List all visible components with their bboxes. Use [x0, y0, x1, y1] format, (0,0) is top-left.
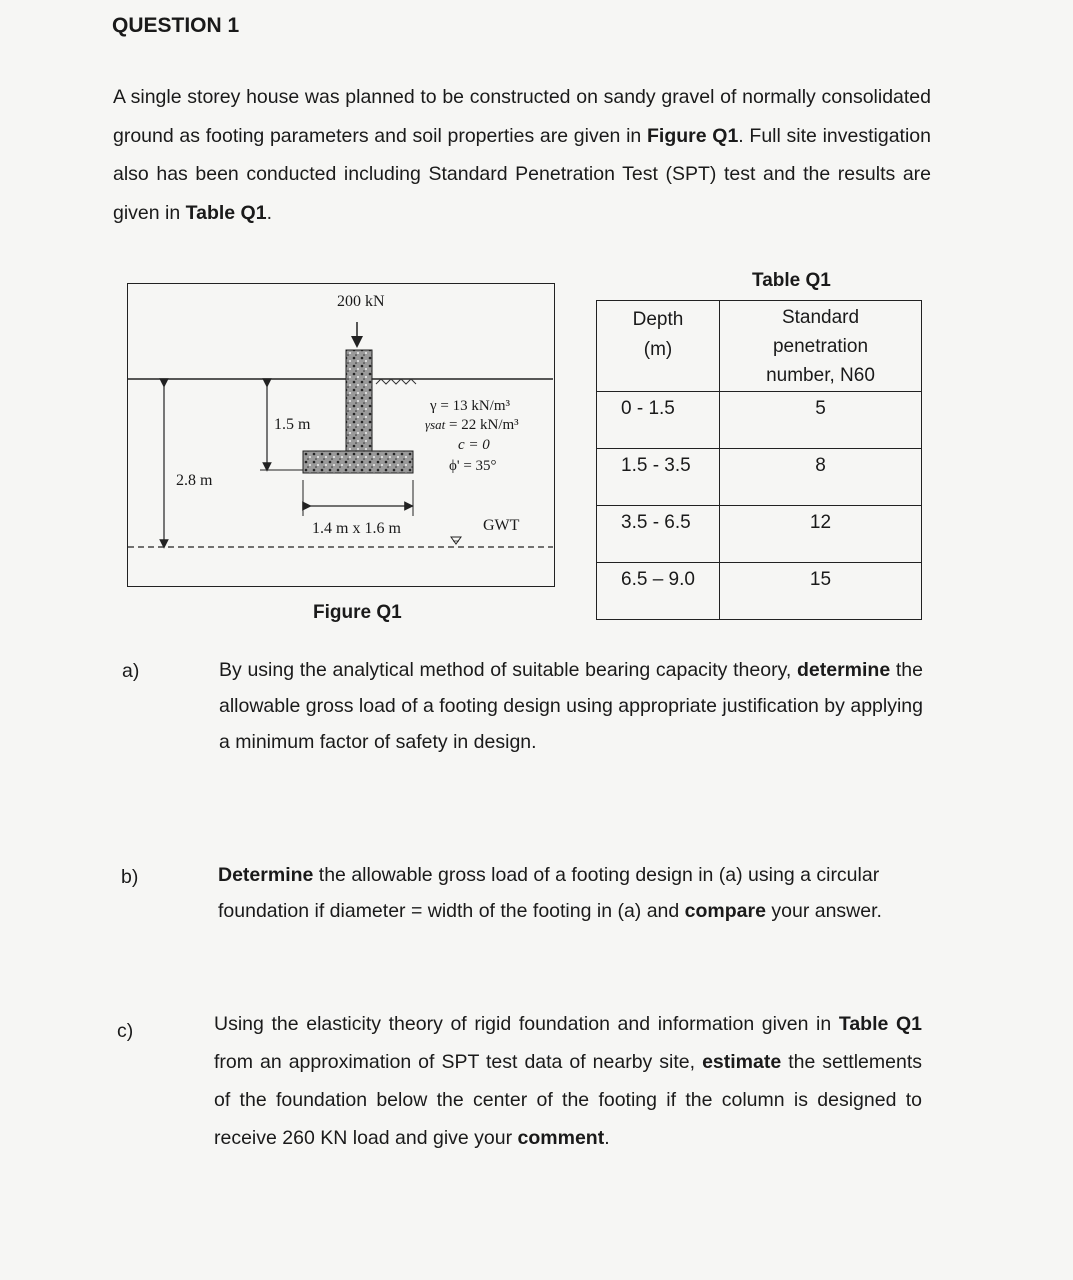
footing-size-label: 1.4 m x 1.6 m — [312, 520, 401, 537]
part-a-text — [219, 652, 923, 760]
part-a-bold-1: determine — [796, 659, 891, 681]
header-depth-line2: (m) — [643, 339, 673, 360]
intro-text-1: A single storey house was planned to be constructed on sandy gravel of normally consolidated ground as footing parameters and soil properties are given in — [113, 86, 931, 147]
table-header-row — [597, 301, 922, 392]
part-b-text-2: your answer. — [765, 900, 882, 922]
gwt-label: GWT — [483, 517, 520, 534]
part-c-text-2: from an approximation of SPT test data of nearby site, — [214, 1051, 703, 1073]
header-n-line2: penetration — [772, 336, 869, 357]
figure-q1 — [127, 283, 555, 587]
figure-caption: Figure Q1 — [313, 602, 402, 623]
intro-table-ref: Table Q1 — [185, 201, 267, 224]
header-n-line1: Standard — [781, 307, 860, 328]
cell-depth: 3.5 - 6.5 — [597, 506, 720, 563]
table-row — [597, 392, 922, 449]
part-c-label: c) — [117, 1020, 134, 1042]
footing-column — [346, 350, 372, 468]
cohesion-label: c = 0 — [458, 437, 490, 453]
cell-n60: 12 — [720, 506, 922, 563]
cell-depth: 6.5 – 9.0 — [597, 563, 720, 620]
part-b-text-1: the allowable gross load of a footing design in (a) using a circular foundation if diameter = width of the footing in (a) and — [218, 864, 880, 922]
phi-label: ϕ' = 35° — [449, 458, 497, 474]
part-a-text-1: By using the analytical method of suitable bearing capacity theory, — [219, 659, 797, 681]
spt-table — [596, 300, 922, 620]
table-row — [597, 449, 922, 506]
header-depth — [597, 301, 720, 392]
footing-base — [303, 451, 413, 473]
part-b-bold-1: Determine — [218, 864, 314, 886]
table-row — [597, 506, 922, 563]
part-c-bold-3: comment — [517, 1127, 605, 1149]
part-c-text-4: . — [604, 1127, 610, 1149]
footing-diagram — [128, 284, 553, 585]
part-a-label: a) — [122, 660, 140, 682]
part-b-bold-2: compare — [684, 900, 766, 922]
intro-figure-ref: Figure Q1 — [646, 124, 739, 147]
part-c-bold-2: estimate — [702, 1051, 782, 1073]
intro-text-2: . Full site investigation also has been conducted including Standard Penetration Test (SPT) test and the results are given in — [113, 124, 931, 224]
header-n-line3: number, N60 — [766, 365, 875, 386]
part-c-bold-1: Table Q1 — [838, 1013, 922, 1035]
part-a-text-2: the allowable gross load of a footing design using appropriate justification by applying a minimum factor of safety in design. — [219, 659, 923, 753]
header-n60 — [720, 301, 922, 392]
gamma-label: γ = 13 kN/m³ — [430, 398, 511, 414]
question-title: QUESTION 1 — [112, 14, 240, 37]
part-c-text — [214, 1005, 922, 1157]
part-b-label: b) — [121, 866, 139, 888]
cell-n60: 15 — [720, 563, 922, 620]
intro-paragraph — [113, 78, 931, 232]
table-row — [597, 563, 922, 620]
gamma-sat-symbol: γsat — [425, 417, 446, 432]
header-depth-line1: Depth — [632, 309, 684, 330]
cell-depth: 1.5 - 3.5 — [597, 449, 720, 506]
part-c-text-1: Using the elasticity theory of rigid foundation and information given in — [214, 1013, 839, 1035]
table-title: Table Q1 — [752, 270, 831, 291]
cell-depth: 0 - 1.5 — [597, 392, 720, 449]
cell-n60: 8 — [720, 449, 922, 506]
part-c-text-3: the settlements of the foundation below the center of the footing if the column is designed to receive 260 KN load and give your — [214, 1051, 923, 1149]
intro-text-3: . — [266, 201, 272, 224]
footing-depth-label: 1.5 m — [274, 416, 311, 433]
gamma-sat-label — [425, 417, 519, 434]
load-label: 200 kN — [337, 293, 385, 310]
gwt-depth-label: 2.8 m — [176, 472, 213, 489]
part-b-text — [218, 857, 918, 929]
gwt-symbol — [451, 537, 461, 544]
gamma-sat-value: = 22 kN/m³ — [445, 417, 519, 433]
cell-n60: 5 — [720, 392, 922, 449]
